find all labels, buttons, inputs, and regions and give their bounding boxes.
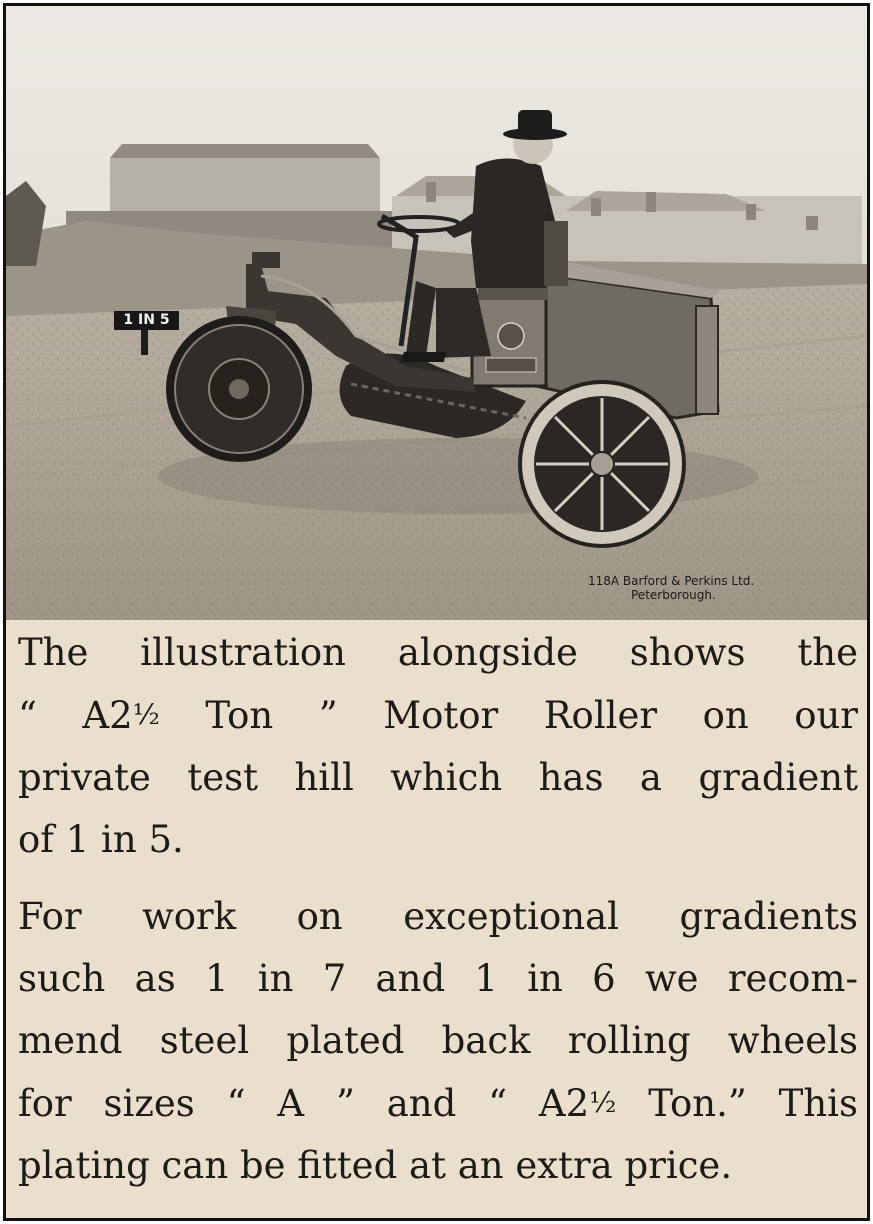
photo-credit-line: Peterborough. [631,588,716,602]
text-run: Ton.” This [616,1082,858,1126]
caption-paragraph [18,622,858,871]
text-line: such as 1 in 7 and 1 in 6 we recom- [18,957,858,1000]
text-run: for sizes “ A ” and “ A2 [18,1082,590,1126]
text-run: “ A2 [18,694,133,738]
text-line: private test hill which has a gradient [18,756,858,800]
photo-credit-line: 118A Barford & Perkins Ltd. [588,574,755,588]
text-line: plating can be fitted at an extra price. [18,1144,733,1188]
fraction: ½ [589,1086,617,1119]
text-line: of 1 in 5. [18,818,184,862]
text-line: The illustration alongside shows the [18,631,858,674]
fraction: ½ [132,698,160,731]
photo-credit [588,574,754,602]
gradient-sign-post [141,330,148,355]
text-line [18,684,858,747]
document-frame [3,3,870,1221]
gradient-sign: 1 IN 5 [114,311,179,330]
text-line [18,1072,858,1135]
text-line: mend steel plated back rolling wheels [18,1019,858,1062]
text-run: Ton ” Motor Roller on our [159,694,858,738]
caption-paragraph [18,886,858,1197]
text-line: For work on exceptional gradients [18,895,858,938]
